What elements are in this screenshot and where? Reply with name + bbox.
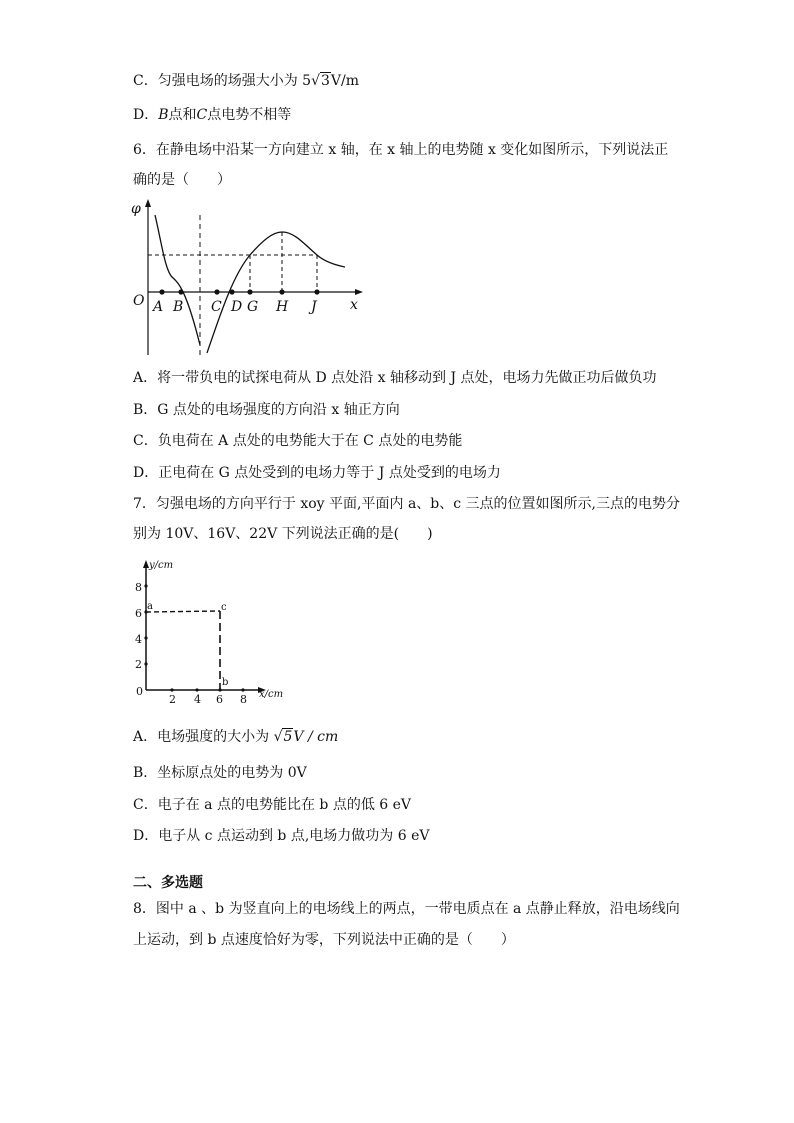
q7-x-mark-8 — [241, 688, 244, 691]
q7-x-tick-6: 6 — [216, 693, 223, 704]
q5-option-c-suffix: V/m — [330, 73, 360, 89]
q7-x-tick-8: 8 — [240, 693, 247, 704]
q5-option-d-c: C — [196, 107, 208, 123]
q6-label-g: G — [247, 299, 259, 315]
q6-label-h: H — [276, 299, 289, 315]
q6-option-c: C．负电荷在 A 点处的电势能大于在 C 点处的电势能 — [133, 433, 463, 449]
q5-option-d-suffix: 点电势不相等 — [207, 107, 292, 123]
q6-label-b: B — [173, 299, 184, 315]
q7-option-a — [133, 727, 338, 747]
sqrt-3-radicand: 3 — [321, 73, 330, 89]
q7-y-mark-8 — [144, 584, 147, 587]
q6-option-a: A．将一带负电的试探电荷从 D 点处沿 x 轴移动到 J 点处，电场力先做正功后做负功 — [133, 370, 657, 386]
q5-option-c — [133, 71, 359, 91]
q7-x-mark-2 — [170, 688, 173, 691]
q7-dashed-ac — [146, 611, 220, 612]
q6-curve-left — [155, 215, 200, 345]
q7-y-mark-4 — [144, 636, 147, 639]
q6-point-c — [214, 289, 219, 294]
q6-label-c: C — [211, 299, 222, 315]
section-title-multiple-choice: 二、多选题 — [133, 875, 203, 891]
q6-label-d: D — [231, 299, 243, 315]
q7-y-tick-6: 6 — [135, 607, 142, 620]
q5-option-c-prefix: C．匀强电场的场强大小为 5 — [133, 73, 312, 89]
q6-point-h — [279, 289, 284, 294]
q6-phi-label: φ — [131, 201, 141, 217]
q7-x-tick-2: 2 — [169, 693, 176, 704]
q6-phi-arrow — [145, 199, 151, 207]
q7-x-tick-4: 4 — [194, 693, 201, 704]
q7-y-axis-label: y/cm — [149, 560, 174, 571]
q8-stem-line2: 上运动，到 b 点速度恰好为零，下列说法中正确的是（ ） — [133, 932, 515, 948]
q7-option-d: D．电子从 c 点运动到 b 点,电场力做功为 6 eV — [133, 828, 430, 844]
q7-x-mark-4 — [195, 688, 198, 691]
sqrt-3: √3 — [311, 73, 330, 89]
q7-y-tick-2: 2 — [135, 658, 142, 671]
q7-coordinate-figure — [128, 556, 288, 704]
q6-origin-label: O — [133, 293, 145, 309]
q7-option-a-prefix: A．电场强度的大小为 — [133, 729, 274, 745]
q7-label-c: c — [221, 602, 227, 613]
q6-option-d: D．正电荷在 G 点处受到的电场力等于 J 点处受到的电场力 — [133, 465, 501, 481]
q7-x-axis-label: x/cm — [259, 689, 284, 700]
q6-stem-line1: 6．在静电场中沿某一方向建立 x 轴，在 x 轴上的电势随 x 变化如图所示，下列说法正 — [133, 142, 669, 158]
q7-stem-line1: 7．匀强电场的方向平行于 xoy 平面,平面内 a、b、c 三点的位置如图所示,三点的电势分 — [133, 496, 680, 512]
q7-option-b: B．坐标原点处的电势为 0V — [133, 765, 307, 781]
q6-label-j: J — [311, 299, 317, 315]
q5-option-d-prefix: D． — [133, 107, 159, 123]
q6-point-d — [229, 289, 234, 294]
q6-label-a: A — [153, 299, 164, 315]
q7-option-a-suffix: V / cm — [293, 729, 339, 745]
q7-y-tick-4: 4 — [135, 633, 142, 646]
q7-label-a: a — [147, 601, 153, 612]
q6-point-b — [178, 289, 183, 294]
q5-option-d-mid: 点和 — [168, 107, 197, 123]
q7-stem-line2: 别为 10V、16V、22V 下列说法正确的是( ) — [133, 526, 433, 542]
q6-point-g — [247, 289, 252, 294]
q7-origin-label: 0 — [136, 685, 143, 698]
q5-option-d — [133, 105, 291, 125]
q6-x-arrow — [355, 289, 363, 295]
q6-potential-graph — [125, 195, 370, 360]
q6-x-label: x — [350, 297, 358, 313]
q6-point-j — [314, 289, 319, 294]
q7-label-b: b — [222, 677, 229, 688]
q6-point-a — [159, 289, 164, 294]
q7-y-tick-8: 8 — [135, 581, 142, 594]
q6-stem-line2: 确的是（ ） — [133, 172, 231, 188]
q5-option-d-b: B — [158, 107, 169, 123]
q6-option-b: B．G 点处的电场强度的方向沿 x 轴正方向 — [133, 402, 400, 418]
sqrt-5-radicand: 5 — [283, 729, 293, 745]
sqrt-5: √5 — [273, 729, 293, 745]
q7-y-mark-2 — [144, 662, 147, 665]
q7-option-c: C．电子在 a 点的电势能比在 b 点的低 6 eV — [133, 797, 412, 813]
q8-stem-line1: 8．图中 a 、b 为竖直向上的电场线上的两点，一带电质点在 a 点静止释放，沿电场线向 — [133, 901, 680, 917]
